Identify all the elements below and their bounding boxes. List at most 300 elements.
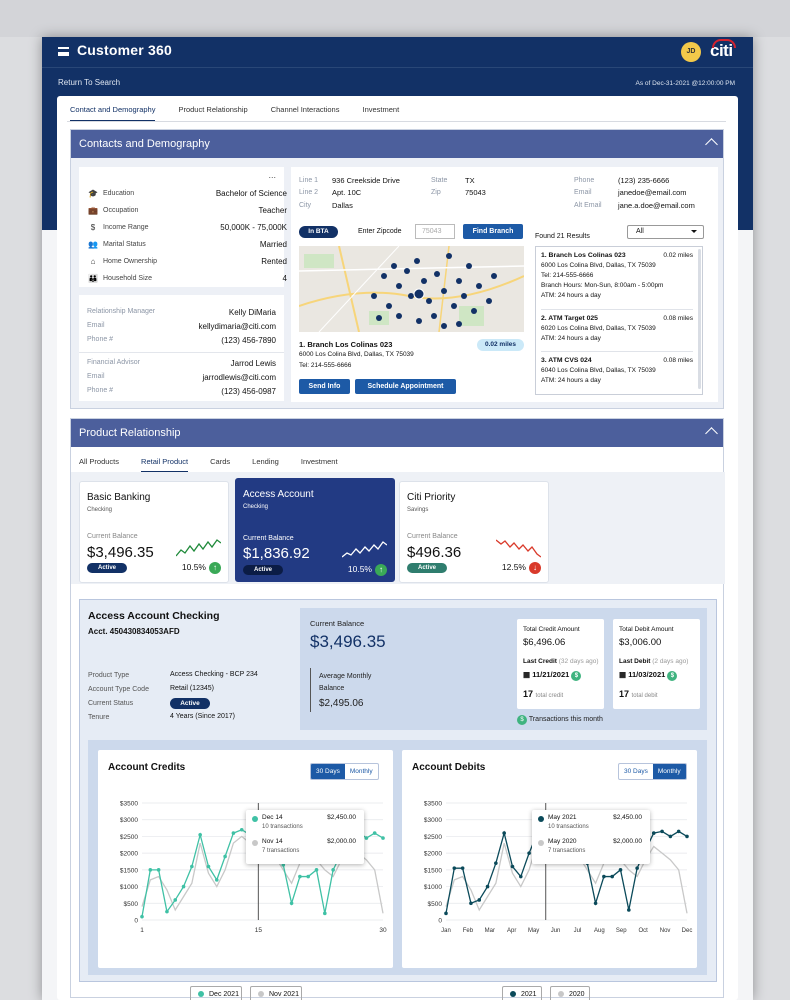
sub-bar bbox=[42, 67, 753, 97]
manager-phone-row bbox=[87, 336, 276, 343]
income-icon: $ bbox=[90, 223, 96, 232]
trend-down-icon: ↓ bbox=[529, 562, 541, 574]
x-tick-label: Dec bbox=[681, 928, 693, 934]
data-point bbox=[669, 835, 673, 839]
y-tick-label: 0 bbox=[134, 917, 138, 925]
manager-email-row bbox=[87, 322, 276, 329]
divider bbox=[79, 352, 284, 353]
city-label: City bbox=[299, 202, 312, 209]
result-name: 3. ATM CVS 024 bbox=[541, 357, 592, 364]
state-label: State bbox=[431, 177, 448, 184]
x-tick-label: May bbox=[527, 928, 540, 934]
debit-count-row bbox=[619, 689, 658, 699]
zipcode-input[interactable]: 75043 bbox=[415, 224, 455, 239]
credits-tooltip bbox=[246, 810, 364, 864]
tooltip-value: $2,000.00 bbox=[327, 838, 356, 845]
tab-lending[interactable]: Lending bbox=[252, 457, 279, 466]
data-point bbox=[373, 831, 377, 835]
data-point bbox=[223, 855, 227, 859]
legend-2020[interactable]: 2020 bbox=[550, 986, 590, 1000]
x-tick-label: 30 bbox=[379, 927, 387, 934]
legend-2021[interactable]: 2021 bbox=[502, 986, 542, 1000]
debit-count-label: total debit bbox=[631, 693, 658, 699]
branch-map[interactable] bbox=[299, 246, 524, 332]
tab-investment[interactable]: Investment bbox=[362, 105, 400, 114]
divider bbox=[310, 668, 311, 712]
y-tick-label: $500 bbox=[123, 900, 138, 908]
schedule-appointment-button[interactable]: Schedule Appointment bbox=[355, 379, 456, 394]
city-value: Dallas bbox=[332, 201, 353, 210]
credits-chart-card bbox=[98, 750, 393, 998]
calendar-icon: ▦ bbox=[619, 670, 627, 679]
data-point bbox=[527, 851, 531, 855]
advisor-email[interactable]: jarrodlewis@citi.com bbox=[202, 373, 276, 382]
data-point bbox=[198, 833, 202, 837]
household-icon: 👪 bbox=[88, 274, 98, 283]
demography-row bbox=[87, 223, 287, 238]
demography-label: Marital Status bbox=[103, 241, 146, 248]
toggle-30-days[interactable]: 30 Days bbox=[311, 764, 345, 779]
tab-divider bbox=[67, 121, 726, 122]
money-icon: $ bbox=[571, 671, 581, 681]
debits-range-toggle bbox=[618, 763, 687, 780]
page-background bbox=[0, 0, 790, 37]
data-point bbox=[182, 885, 186, 889]
tab-product-relationship[interactable]: Product Relationship bbox=[178, 105, 248, 114]
tab-cards[interactable]: Cards bbox=[210, 457, 231, 466]
last-credit-row bbox=[523, 658, 599, 665]
zip-value: 75043 bbox=[465, 188, 486, 197]
data-point bbox=[519, 875, 523, 879]
legend-nov-2021[interactable]: Nov 2021 bbox=[250, 986, 302, 1000]
hamburger-menu-icon[interactable] bbox=[58, 47, 69, 56]
manager-email[interactable]: kellydimaria@citi.com bbox=[198, 322, 276, 331]
tab-contact-demography[interactable]: Contact and Demography bbox=[70, 103, 155, 122]
contacts-header[interactable] bbox=[71, 130, 723, 158]
map-graphic bbox=[299, 246, 524, 332]
debits-chart-title: Account Debits bbox=[412, 762, 486, 773]
credits-range-toggle bbox=[310, 763, 379, 780]
demography-row bbox=[87, 257, 287, 272]
field-value: Access Checking - BCP 234 bbox=[170, 671, 258, 678]
advisor-name: Jarrod Lewis bbox=[230, 359, 276, 368]
toggle-monthly[interactable]: Monthly bbox=[349, 768, 373, 775]
manager-name: Kelly DiMaria bbox=[228, 308, 276, 317]
zipcode-label: Enter Zipcode bbox=[358, 228, 402, 235]
y-tick-label: $3000 bbox=[423, 817, 442, 825]
collapse-chevron-icon[interactable] bbox=[705, 427, 718, 440]
data-point bbox=[486, 885, 490, 889]
contacts-title: Contacts and Demography bbox=[79, 138, 210, 150]
main-card bbox=[57, 96, 738, 1000]
manager-row bbox=[87, 308, 276, 315]
data-point bbox=[677, 830, 681, 834]
data-point bbox=[602, 875, 606, 879]
data-point bbox=[173, 898, 177, 902]
data-point bbox=[453, 866, 457, 870]
y-tick-label: 0 bbox=[438, 917, 442, 925]
data-point bbox=[207, 865, 211, 869]
customer-email[interactable]: janedoe@email.com bbox=[618, 188, 687, 197]
balance-label: Current Balance bbox=[243, 535, 294, 542]
demography-value: 50,000K - 75,000K bbox=[220, 223, 287, 232]
home-icon: ⌂ bbox=[90, 257, 96, 266]
advisor-row bbox=[87, 359, 276, 366]
data-point bbox=[149, 868, 153, 872]
avg-balance-label: Average Monthly Balance bbox=[319, 673, 372, 692]
field-value: Retail (12345) bbox=[170, 685, 214, 692]
in-bta-badge: In BTA bbox=[299, 226, 338, 238]
demography-label: Income Range bbox=[103, 224, 149, 231]
contacts-section bbox=[70, 129, 724, 409]
email-label: Email bbox=[574, 189, 592, 196]
data-point bbox=[215, 878, 219, 882]
result-name: 2. ATM Target 025 bbox=[541, 315, 598, 322]
data-point bbox=[619, 868, 623, 872]
current-balance-value: $3,496.35 bbox=[310, 632, 386, 651]
y-tick-label: $1500 bbox=[119, 867, 138, 875]
stat-label: Total Debit Amount bbox=[619, 626, 674, 633]
data-point bbox=[157, 868, 161, 872]
credits-chart-title: Account Credits bbox=[108, 762, 186, 773]
account-subtype: Savings bbox=[407, 507, 429, 513]
result-item[interactable] bbox=[541, 314, 693, 344]
data-point bbox=[232, 831, 236, 835]
toggle-monthly[interactable]: Monthly bbox=[653, 764, 686, 779]
days-ago: (32 days ago) bbox=[558, 658, 599, 665]
tooltip-sub: 7 transactions bbox=[262, 848, 300, 854]
legend-dot bbox=[538, 840, 544, 846]
tooltip-label: Nov 14 bbox=[262, 838, 283, 845]
data-point bbox=[652, 831, 656, 835]
main-tabs bbox=[70, 103, 399, 122]
data-point bbox=[494, 861, 498, 865]
data-point bbox=[381, 836, 385, 840]
occupation-icon: 💼 bbox=[88, 206, 98, 215]
x-tick-label: Jan bbox=[441, 928, 451, 934]
data-point bbox=[323, 912, 327, 916]
debits-tooltip bbox=[532, 810, 650, 864]
alt-email-label: Alt Email bbox=[574, 202, 602, 209]
trend-up-icon: ↑ bbox=[209, 562, 221, 574]
debits-chart-card bbox=[402, 750, 697, 998]
data-point bbox=[477, 898, 481, 902]
x-tick-label: Feb bbox=[462, 928, 474, 934]
demography-row bbox=[87, 206, 287, 221]
calendar-icon: ▦ bbox=[523, 670, 531, 679]
stat-amount: $6,496.06 bbox=[523, 637, 566, 648]
result-address: 6040 Los Colina Blvd, Dallas, TX 75039 bbox=[541, 367, 656, 374]
tab-channel-interactions[interactable]: Channel Interactions bbox=[270, 105, 340, 114]
x-tick-label: Apr bbox=[507, 928, 517, 934]
product-tabs bbox=[79, 457, 338, 473]
last-credit-date: 11/21/2021 bbox=[532, 670, 570, 679]
y-tick-label: $1500 bbox=[423, 867, 442, 875]
product-header[interactable] bbox=[71, 419, 723, 447]
data-point bbox=[190, 865, 194, 869]
email-label: Email bbox=[87, 322, 105, 329]
field-label: Current Status bbox=[88, 700, 134, 707]
divider bbox=[541, 309, 693, 310]
as-of-timestamp: As of Dec-31-2021 @12:00:00 PM bbox=[635, 80, 735, 87]
y-tick-label: $3500 bbox=[119, 800, 138, 808]
demography-card bbox=[79, 167, 287, 287]
field-value: 4 Years (Since 2017) bbox=[170, 713, 235, 720]
data-point bbox=[306, 875, 310, 879]
sparkline bbox=[342, 539, 387, 559]
result-name: 1. Branch Los Colinas 023 bbox=[541, 252, 626, 259]
demography-row bbox=[87, 189, 287, 204]
account-subtype: Checking bbox=[87, 507, 113, 513]
line2-label: Line 2 bbox=[299, 189, 319, 196]
divider bbox=[541, 351, 693, 352]
marital-icon: 👥 bbox=[88, 240, 98, 249]
results-scrollbar[interactable] bbox=[698, 249, 701, 389]
account-number: Acct. 450430834053AFD bbox=[88, 627, 180, 636]
phone-label: Phone # bbox=[87, 387, 114, 394]
advisor-email-row bbox=[87, 373, 276, 380]
education-icon: 🎓 bbox=[88, 189, 98, 198]
account-card-basic-banking[interactable] bbox=[79, 481, 229, 583]
transactions-month-label: Transactions this month bbox=[528, 716, 603, 723]
result-address: 6000 Los Colina Blvd, Dallas, TX 75039 bbox=[541, 262, 656, 269]
results-list[interactable] bbox=[535, 246, 703, 395]
app-window bbox=[42, 37, 753, 1000]
tooltip-label: Dec 14 bbox=[262, 814, 283, 821]
manager-phone[interactable]: (123) 456-7890 bbox=[221, 336, 276, 345]
y-tick-label: $500 bbox=[427, 900, 442, 908]
advisor-phone[interactable]: (123) 456-0987 bbox=[221, 387, 276, 396]
status-badge: Active bbox=[87, 563, 127, 573]
debit-stat-card bbox=[613, 619, 700, 709]
demography-value: 4 bbox=[282, 274, 287, 283]
transactions-month-row bbox=[517, 715, 603, 725]
last-credit-label: Last Credit bbox=[523, 658, 557, 665]
credit-stat-card bbox=[517, 619, 604, 709]
money-icon: $ bbox=[667, 671, 677, 681]
data-point bbox=[331, 868, 335, 872]
demography-row bbox=[87, 240, 287, 255]
x-tick-label: Jun bbox=[550, 928, 561, 934]
tooltip-label: May 2021 bbox=[548, 814, 577, 821]
data-point bbox=[461, 866, 465, 870]
demography-value: Bachelor of Science bbox=[215, 189, 287, 198]
y-tick-label: $3000 bbox=[119, 817, 138, 825]
tooltip-sub: 10 transactions bbox=[548, 824, 589, 830]
data-point bbox=[469, 901, 473, 905]
account-balance: $1,836.92 bbox=[243, 545, 310, 562]
x-tick-label: Jul bbox=[573, 928, 582, 934]
tooltip-sub: 10 transactions bbox=[262, 824, 303, 830]
days-ago: (2 days ago) bbox=[652, 658, 689, 665]
account-balance: $496.36 bbox=[407, 544, 462, 561]
x-tick-label: Nov bbox=[659, 928, 671, 934]
x-tick-label: 15 bbox=[254, 927, 262, 934]
data-point bbox=[511, 865, 515, 869]
account-balance: $3,496.35 bbox=[87, 544, 154, 561]
result-address: 6020 Los Colina Blvd, Dallas, TX 75039 bbox=[541, 325, 656, 332]
sparkline bbox=[496, 538, 541, 558]
find-branch-button[interactable]: Find Branch bbox=[463, 224, 523, 239]
demography-value: Rented bbox=[261, 257, 287, 266]
tab-investment-product[interactable]: Investment bbox=[300, 457, 338, 466]
product-section bbox=[70, 418, 724, 998]
avg-balance-value: $2,495.06 bbox=[319, 698, 364, 709]
status-badge: Active bbox=[170, 698, 210, 709]
result-atm-hours: ATM: 24 hours a day bbox=[541, 292, 601, 299]
manager-role-label: Relationship Manager bbox=[87, 308, 156, 315]
demography-label: Occupation bbox=[103, 207, 139, 214]
demography-value: Married bbox=[259, 240, 287, 249]
result-distance: 0.08 miles bbox=[663, 357, 693, 364]
branch-name: 1. Branch Los Colinas 023 bbox=[299, 340, 393, 349]
tab-retail-product[interactable]: Retail Product bbox=[141, 457, 188, 473]
field-label: Tenure bbox=[88, 714, 110, 721]
contacts-people-card bbox=[79, 295, 284, 401]
credit-count-label: total credit bbox=[535, 693, 564, 699]
last-credit-date-row bbox=[523, 670, 581, 681]
data-point bbox=[240, 828, 244, 832]
data-point bbox=[660, 830, 664, 834]
data-point bbox=[635, 866, 639, 870]
email-label: Email bbox=[87, 373, 105, 380]
data-point bbox=[444, 912, 448, 916]
account-card-citi-priority[interactable] bbox=[399, 481, 549, 583]
demography-label: Household Size bbox=[103, 275, 153, 282]
more-options-icon[interactable]: ... bbox=[268, 170, 276, 180]
data-point bbox=[610, 875, 614, 879]
account-detail-panel bbox=[79, 599, 717, 998]
tooltip-value: $2,000.00 bbox=[613, 838, 642, 845]
legend-dot bbox=[252, 840, 258, 846]
x-tick-label: 1 bbox=[140, 927, 144, 934]
x-tick-label: Mar bbox=[484, 928, 495, 934]
x-tick-label: Oct bbox=[638, 928, 648, 934]
credit-count: 17 bbox=[523, 689, 534, 699]
charts-panel bbox=[88, 740, 707, 998]
change-percent: 12.5% bbox=[501, 562, 526, 572]
y-tick-label: $1000 bbox=[119, 884, 138, 892]
data-point bbox=[298, 875, 302, 879]
last-debit-date: 11/03/2021 bbox=[628, 670, 666, 679]
send-info-button[interactable]: Send Info bbox=[299, 379, 350, 394]
change-percent: 10.5% bbox=[347, 564, 372, 574]
data-point bbox=[502, 831, 506, 835]
account-title: Basic Banking bbox=[87, 492, 151, 503]
status-badge: Active bbox=[243, 565, 283, 575]
trend-up-icon: ↑ bbox=[375, 564, 387, 576]
results-count: Found 21 Results bbox=[535, 233, 590, 240]
y-tick-label: $2000 bbox=[423, 850, 442, 858]
tooltip-sub: 7 transactions bbox=[548, 848, 586, 854]
branch-phone: Tel: 214-555-6666 bbox=[299, 362, 352, 369]
tooltip-value: $2,450.00 bbox=[327, 814, 356, 821]
return-to-search-link[interactable]: Return To Search bbox=[58, 78, 121, 87]
customer-alt-email[interactable]: jane.a.doe@email.com bbox=[618, 201, 695, 210]
field-label: Product Type bbox=[88, 672, 130, 679]
tooltip-label: May 2020 bbox=[548, 838, 577, 845]
advisor-phone-row bbox=[87, 387, 276, 394]
data-point bbox=[594, 901, 598, 905]
result-item[interactable] bbox=[541, 251, 693, 301]
data-point bbox=[165, 910, 169, 914]
phone-label: Phone bbox=[574, 177, 595, 184]
result-distance: 0.02 miles bbox=[663, 252, 693, 259]
branch-distance-badge: 0.02 miles bbox=[477, 339, 524, 351]
phone-label: Phone # bbox=[87, 336, 114, 343]
status-badge: Active bbox=[407, 563, 447, 573]
demography-label: Education bbox=[103, 190, 135, 197]
last-debit-row bbox=[619, 658, 688, 665]
stat-label: Total Credit Amount bbox=[523, 626, 580, 633]
top-bar bbox=[42, 37, 753, 67]
toggle-30-days[interactable]: 30 Days bbox=[624, 768, 648, 775]
balance-label: Current Balance bbox=[407, 533, 458, 540]
balance-label: Current Balance bbox=[87, 533, 138, 540]
detail-title: Access Account Checking bbox=[88, 610, 220, 622]
change-percent: 10.5% bbox=[181, 562, 206, 572]
account-card-access-account[interactable] bbox=[235, 478, 395, 582]
data-point bbox=[365, 836, 369, 840]
money-icon: $ bbox=[517, 715, 527, 725]
result-phone: Tel: 214-555-6666 bbox=[541, 272, 594, 279]
last-debit-label: Last Debit bbox=[619, 658, 651, 665]
branch-address: 6000 Los Colina Blvd, Dallas, TX 75039 bbox=[299, 351, 414, 358]
account-subtype: Checking bbox=[243, 504, 269, 510]
field-label: Account Type Code bbox=[88, 686, 149, 693]
legend-dot bbox=[538, 816, 544, 822]
result-distance: 0.08 miles bbox=[663, 315, 693, 322]
line1-value: 936 Creekside Drive bbox=[332, 176, 400, 185]
y-tick-label: $1000 bbox=[423, 884, 442, 892]
credit-count-row bbox=[523, 689, 563, 699]
sparkline bbox=[176, 538, 221, 558]
data-point bbox=[685, 835, 689, 839]
results-filter-select[interactable]: All bbox=[627, 225, 704, 239]
address-card bbox=[291, 167, 718, 402]
current-balance-label: Current Balance bbox=[310, 619, 365, 628]
legend-dec-2021[interactable]: Dec 2021 bbox=[190, 986, 242, 1000]
account-title: Citi Priority bbox=[407, 492, 456, 503]
debit-count: 17 bbox=[619, 689, 630, 699]
result-atm-hours: ATM: 24 hours a day bbox=[541, 335, 601, 342]
avatar[interactable]: JD bbox=[681, 42, 701, 62]
legend-dot bbox=[252, 816, 258, 822]
data-point bbox=[627, 908, 631, 912]
x-tick-label: Aug bbox=[594, 928, 605, 934]
tooltip-value: $2,450.00 bbox=[613, 814, 642, 821]
demography-row bbox=[87, 274, 287, 289]
tab-all-products[interactable]: All Products bbox=[79, 457, 120, 466]
stat-amount: $3,006.00 bbox=[619, 637, 662, 648]
result-item[interactable] bbox=[541, 356, 693, 386]
y-tick-label: $2000 bbox=[119, 850, 138, 858]
app-title: Customer 360 bbox=[77, 42, 172, 58]
customer-phone[interactable]: (123) 235-6666 bbox=[618, 176, 670, 185]
x-tick-label: Sep bbox=[615, 928, 627, 934]
result-hours: Branch Hours: Mon-Sun, 8:00am - 5:00pm bbox=[541, 282, 664, 289]
advisor-role-label: Financial Advisor bbox=[87, 359, 140, 366]
line1-label: Line 1 bbox=[299, 177, 319, 184]
balance-panel bbox=[300, 608, 707, 730]
zip-label: Zip bbox=[431, 189, 441, 196]
demography-value: Teacher bbox=[258, 206, 287, 215]
collapse-chevron-icon[interactable] bbox=[705, 138, 718, 151]
account-title: Access Account bbox=[243, 489, 314, 500]
product-title: Product Relationship bbox=[79, 427, 181, 439]
y-tick-label: $2500 bbox=[423, 833, 442, 841]
demography-label: Home Ownership bbox=[103, 258, 158, 265]
